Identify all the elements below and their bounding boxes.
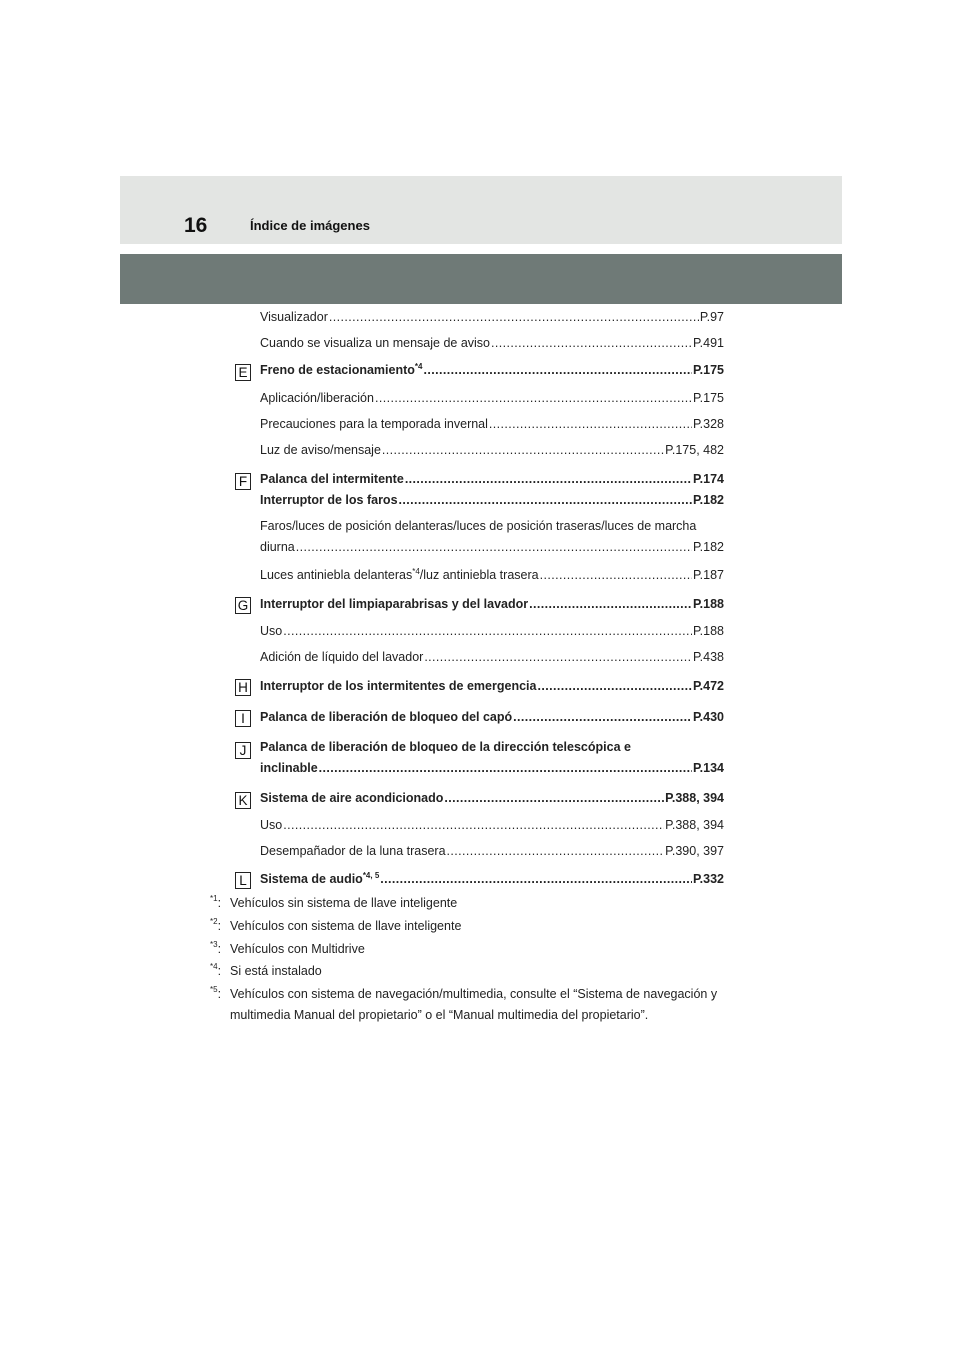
page-ref[interactable]: P.332 (692, 872, 724, 886)
section-letter-l: L (235, 872, 251, 889)
page-ref[interactable]: P.430 (692, 710, 724, 724)
index-entry[interactable]: Faros/luces de posición delanteras/luces de posición traseras/luces de marcha diurna ..... P.182 (260, 518, 724, 556)
index-entry[interactable]: Precauciones para la temporada invernal ..... P.328 (260, 416, 724, 433)
index-entry-heading[interactable]: Sistema de audio$^{*4, 5}$ ..... P.332 (260, 871, 724, 888)
index-entry[interactable]: Adición de líquido del lavador ..... P.438 (260, 649, 724, 666)
index-entry[interactable]: Uso ..... P.188 (260, 623, 724, 640)
footnote: $^{*4}$: Si está instalado (210, 962, 322, 978)
footnote: $^{*2}$: Vehículos con sistema de llave inteligente (210, 917, 462, 933)
page-ref[interactable]: P.174 (692, 472, 724, 486)
section-letter-f: F (235, 473, 251, 490)
page-ref[interactable]: P.491 (692, 336, 724, 350)
footnote-mark: *4, 5 (362, 871, 380, 880)
section-letter-e: E (235, 364, 251, 381)
section-title: Índice de imágenes (250, 218, 370, 233)
page-ref[interactable]: P.188 (692, 624, 724, 638)
index-entry-heading[interactable]: Interruptor del limpiaparabrisas y del lavador ..... P.188 (260, 596, 724, 613)
section-letter-h: H (235, 679, 251, 696)
section-letter-j: J (235, 742, 251, 759)
section-letter-g: G (235, 597, 251, 614)
index-entry[interactable]: Luz de aviso/mensaje ..... P.175, 482 (260, 442, 724, 459)
index-entry[interactable]: Aplicación/liberación ..... P.175 (260, 390, 724, 407)
page-ref[interactable]: P.472 (692, 679, 724, 693)
footnote: $^{*3}$: Vehículos con Multidrive (210, 940, 365, 956)
section-letter-i: I (235, 710, 251, 727)
index-entry[interactable]: Visualizador ..... P.97 (260, 309, 724, 326)
page-ref[interactable]: P.388, 394 (665, 818, 724, 832)
index-entry-heading[interactable]: Palanca del intermitente ..... P.174 (260, 471, 724, 488)
page-ref[interactable]: P.97 (699, 310, 724, 324)
index-entry-heading[interactable]: Interruptor de los faros ..... P.182 (260, 492, 724, 509)
index-entry[interactable]: Desempañador de la luna trasera ..... P.390, 397 (260, 843, 724, 860)
footnote-mark: *4 (414, 362, 423, 371)
index-entry-heading[interactable]: Interruptor de los intermitentes de emergencia ..... P.472 (260, 678, 724, 695)
index-entry[interactable]: Luces antiniebla delanteras$^{*4}$/luz antiniebla trasera ..... P.187 (260, 567, 724, 584)
index-entry[interactable]: Uso ..... P.388, 394 (260, 817, 724, 834)
page-ref[interactable]: P.328 (692, 417, 724, 431)
page-ref[interactable]: P.175 (692, 391, 724, 405)
page-ref[interactable]: P.182 (692, 540, 724, 554)
index-entry-heading[interactable]: Sistema de aire acondicionado ..... P.388, 394 (260, 790, 724, 807)
page-ref[interactable]: P.390, 397 (665, 844, 724, 858)
page-ref[interactable]: P.388, 394 (665, 791, 724, 805)
page-ref[interactable]: P.187 (692, 568, 724, 582)
page-ref[interactable]: P.134 (692, 761, 724, 775)
footnote: $^{*1}$: Vehículos sin sistema de llave inteligente (210, 894, 458, 910)
page-number: 16 (184, 214, 208, 237)
page-ref[interactable]: P.188 (692, 597, 724, 611)
page-ref[interactable]: P.175 (692, 363, 724, 377)
page-ref[interactable]: P.438 (692, 650, 724, 664)
index-entry-heading[interactable]: Palanca de liberación de bloqueo de la dirección telescópica e inclinable ..... P.134 (260, 739, 724, 777)
page-ref[interactable]: P.175, 482 (665, 443, 724, 457)
footnote-mark: *4 (412, 567, 420, 576)
index-entry-heading[interactable]: Freno de estacionamiento$^{*4}$ ..... P.175 (260, 362, 724, 379)
index-entry-heading[interactable]: Palanca de liberación de bloqueo del capó ..... P.430 (260, 709, 724, 726)
section-letter-k: K (235, 792, 251, 809)
page-ref[interactable]: P.182 (692, 493, 724, 507)
index-entry[interactable]: Cuando se visualiza un mensaje de aviso ..... P.491 (260, 335, 724, 352)
footnote: $^{*5}$: Vehículos con sistema de navegación/multimedia, consulte el “Sistema de navegación y multimedia Manual del propietario” o el “Manual multimedia del propietario”. (210, 985, 718, 1022)
